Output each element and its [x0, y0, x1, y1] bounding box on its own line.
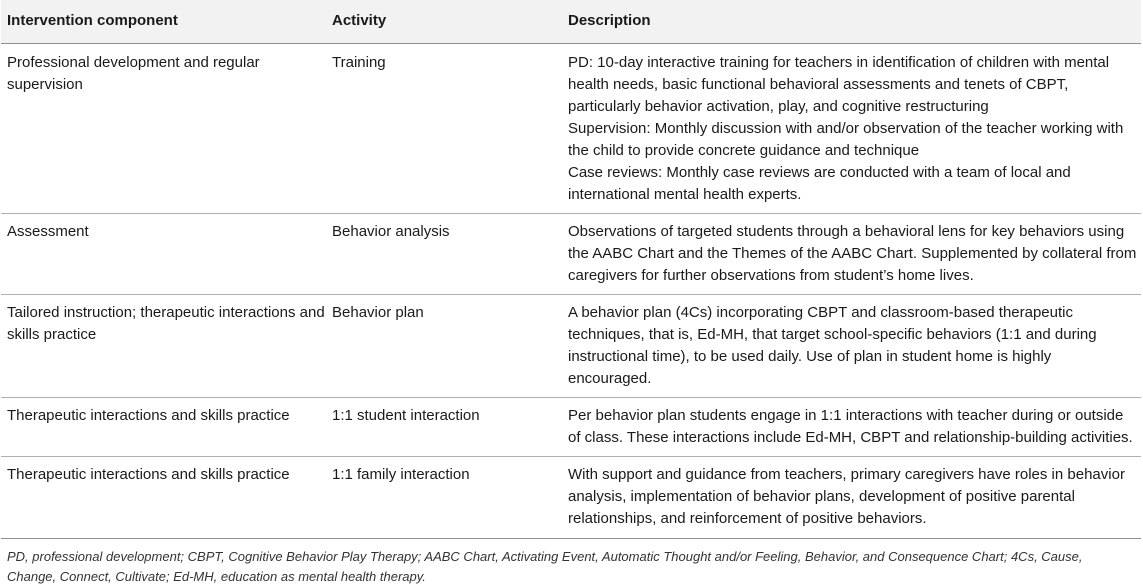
- header-activity: Activity: [329, 0, 565, 44]
- table-row: [1, 398, 1141, 457]
- table-body: [1, 44, 1141, 539]
- description-line: Case reviews: Monthly case reviews are conducted with a team of local and international mental health experts.: [568, 164, 1071, 203]
- cell-activity: 1:1 student interaction: [329, 398, 565, 457]
- table-header: [1, 0, 1141, 44]
- cell-description: [565, 457, 1141, 539]
- table-footnote: PD, professional development; CBPT, Cognitive Behavior Play Therapy; AABC Chart, Activating Event, Automatic Thought and/or Feeling, Behavior, and Consequence Chart; 4Cs, Cause, Change, Connect, Cultivate; Ed-MH, education as mental health therapy.: [7, 549, 1083, 584]
- cell-activity: Behavior analysis: [329, 214, 565, 295]
- cell-activity: 1:1 family interaction: [329, 457, 565, 539]
- description-line: Observations of targeted students through a behavioral lens for key behaviors using the AABC Chart and the Themes of the AABC Chart. Supplemented by collateral from caregivers for further observations from student’s home lives.: [568, 223, 1137, 284]
- intervention-table: [1, 0, 1141, 539]
- description-line: Supervision: Monthly discussion with and/or observation of the teacher working with the child to provide concrete guidance and technique: [568, 120, 1124, 159]
- description-line: A behavior plan (4Cs) incorporating CBPT and classroom-based therapeutic techniques, that is, Ed-MH, that target school-specific behaviors (1:1 and during instructional time), to be used daily. Use of plan in student home is highly encouraged.: [568, 304, 1097, 387]
- cell-component: Professional development and regular supervision: [1, 44, 329, 214]
- cell-description: [565, 44, 1141, 214]
- header-description: Description: [565, 0, 1141, 44]
- cell-description: [565, 295, 1141, 398]
- cell-component: Therapeutic interactions and skills practice: [1, 398, 329, 457]
- cell-component: Therapeutic interactions and skills practice: [1, 457, 329, 539]
- table-row: [1, 295, 1141, 398]
- table-row: [1, 44, 1141, 214]
- header-intervention-component: Intervention component: [1, 0, 329, 44]
- description-line: PD: 10-day interactive training for teachers in identification of children with mental health needs, basic functional behavioral assessments and tenets of CBPT, particularly behavior activation, play, and cognitive restructuring: [568, 54, 1110, 115]
- cell-component: Tailored instruction; therapeutic interactions and skills practice: [1, 295, 329, 398]
- cell-activity: Training: [329, 44, 565, 214]
- cell-component: Assessment: [1, 214, 329, 295]
- cell-description: [565, 214, 1141, 295]
- table-row: [1, 457, 1141, 539]
- description-line: With support and guidance from teachers, primary caregivers have roles in behavior analysis, implementation of behavior plans, development of positive parental relationships, and reinforcement of positive behaviors.: [568, 466, 1125, 527]
- table-row: [1, 214, 1141, 295]
- description-line: Per behavior plan students engage in 1:1 interactions with teacher during or outside of class. These interactions include Ed-MH, CBPT and relationship-building activities.: [568, 407, 1133, 446]
- header-row: [1, 0, 1141, 44]
- cell-description: [565, 398, 1141, 457]
- cell-activity: Behavior plan: [329, 295, 565, 398]
